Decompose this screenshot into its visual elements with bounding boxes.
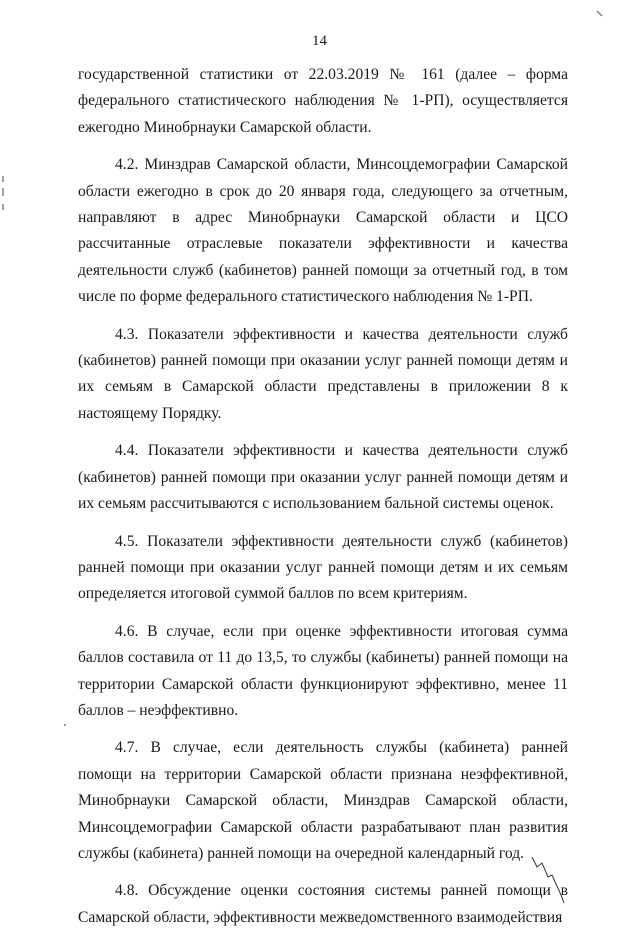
scan-mark-left-dot bbox=[62, 722, 68, 728]
paragraph-4-3: 4.3. Показатели эффективности и качества деятельности служб (кабинетов) ранней помощи при оказании услуг ранней помощи детям и их семьям в Самарской области представлены в приложении 8 к настоящему Порядку. bbox=[78, 325, 568, 422]
paragraph-4-5: 4.5. Показатели эффективности деятельности служб (кабинетов) ранней помощи при оказании услуг ранней помощи детям и их семьям определяется итоговой суммой баллов по всем критериям. bbox=[78, 532, 568, 603]
paragraph-4-6: 4.6. В случае, если при оценке эффективности итоговая сумма баллов составила от 11 до 13,5, то службы (кабинеты) ранней помощи на территории Самарской области функционируют эффективно, менее 11 баллов – неэффективно. bbox=[78, 622, 568, 719]
paragraph-4-2: 4.2. Минздрав Самарской области, Минсоцдемографии Самарской области ежегодно в срок до 20 января года, следующего за отчетным, направляют в адрес Минобрнауки Самарской области и ЦСО рассчитанные отраслевые показатели эффективности и качества деятельности служб (кабинетов) ранней помощи за отчетный год, в том числе по форме федерального статистического наблюдения № 1-РП. bbox=[78, 156, 568, 306]
page-number: 14 bbox=[312, 33, 327, 49]
paragraph-4-4: 4.4. Показатели эффективности и качества деятельности служб (кабинетов) ранней помощи при оказании услуг ранней помощи детям и их семьям рассчитываются с использованием бальной системы оценок. bbox=[78, 442, 568, 513]
paragraph-4-8: 4.8. Обсуждение оценки состояния системы ранней помощи в Самарской области, эффективности межведомственного взаимодействия bbox=[78, 882, 568, 926]
paragraph-continuation: государственной статистики от 22.03.2019 № 161 (далее – форма федерального статистического наблюдения № 1-РП), осуществляется ежегодно Минобрнауки Самарской области. bbox=[78, 66, 568, 136]
paragraph-4-7: 4.7. В случае, если деятельность службы (кабинета) ранней помощи на территории Самарской области признана неэффективной, Минобрнауки Самарской области, Минздрав Самарской области, Минсоцдемографии Самарской области разрабатывают план развития службы (кабинета) ранней помощи на очередной календарный год. bbox=[78, 739, 568, 862]
scan-mark-bottom-right bbox=[528, 855, 568, 905]
document-body bbox=[78, 62, 568, 931]
scan-mark-left-margin bbox=[1, 176, 5, 216]
scan-mark-top-right bbox=[596, 10, 604, 18]
